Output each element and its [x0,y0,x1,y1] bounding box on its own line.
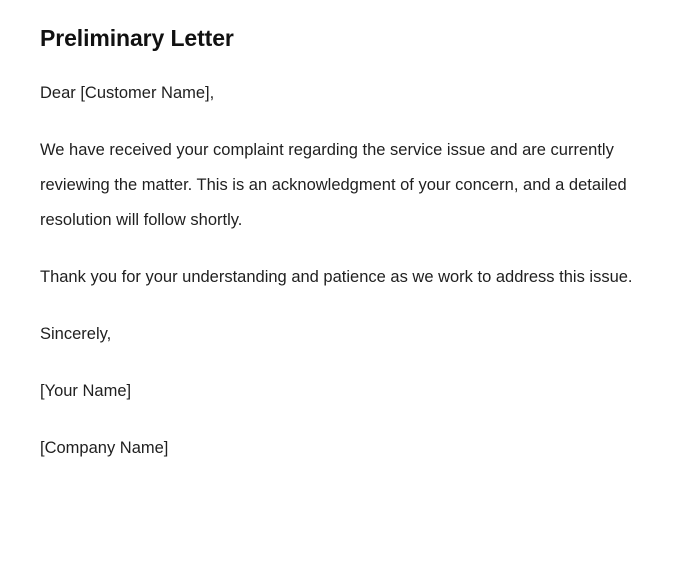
closing-paragraph: Sincerely, [40,324,112,343]
signature-company: [Company Name] [40,438,169,457]
page-title: Preliminary Letter [40,25,234,51]
signature-name: [Your Name] [40,381,132,400]
body-paragraph-1: We have received your complaint regarding the service issue and are currently reviewing the matter. This is an acknowledgment of your concern, and a detailed resolution will follow shortly. [40,140,627,229]
salutation-paragraph: Dear [Customer Name], [40,83,215,102]
body-paragraph-2: Thank you for your understanding and patience as we work to address this issue. [40,267,633,286]
